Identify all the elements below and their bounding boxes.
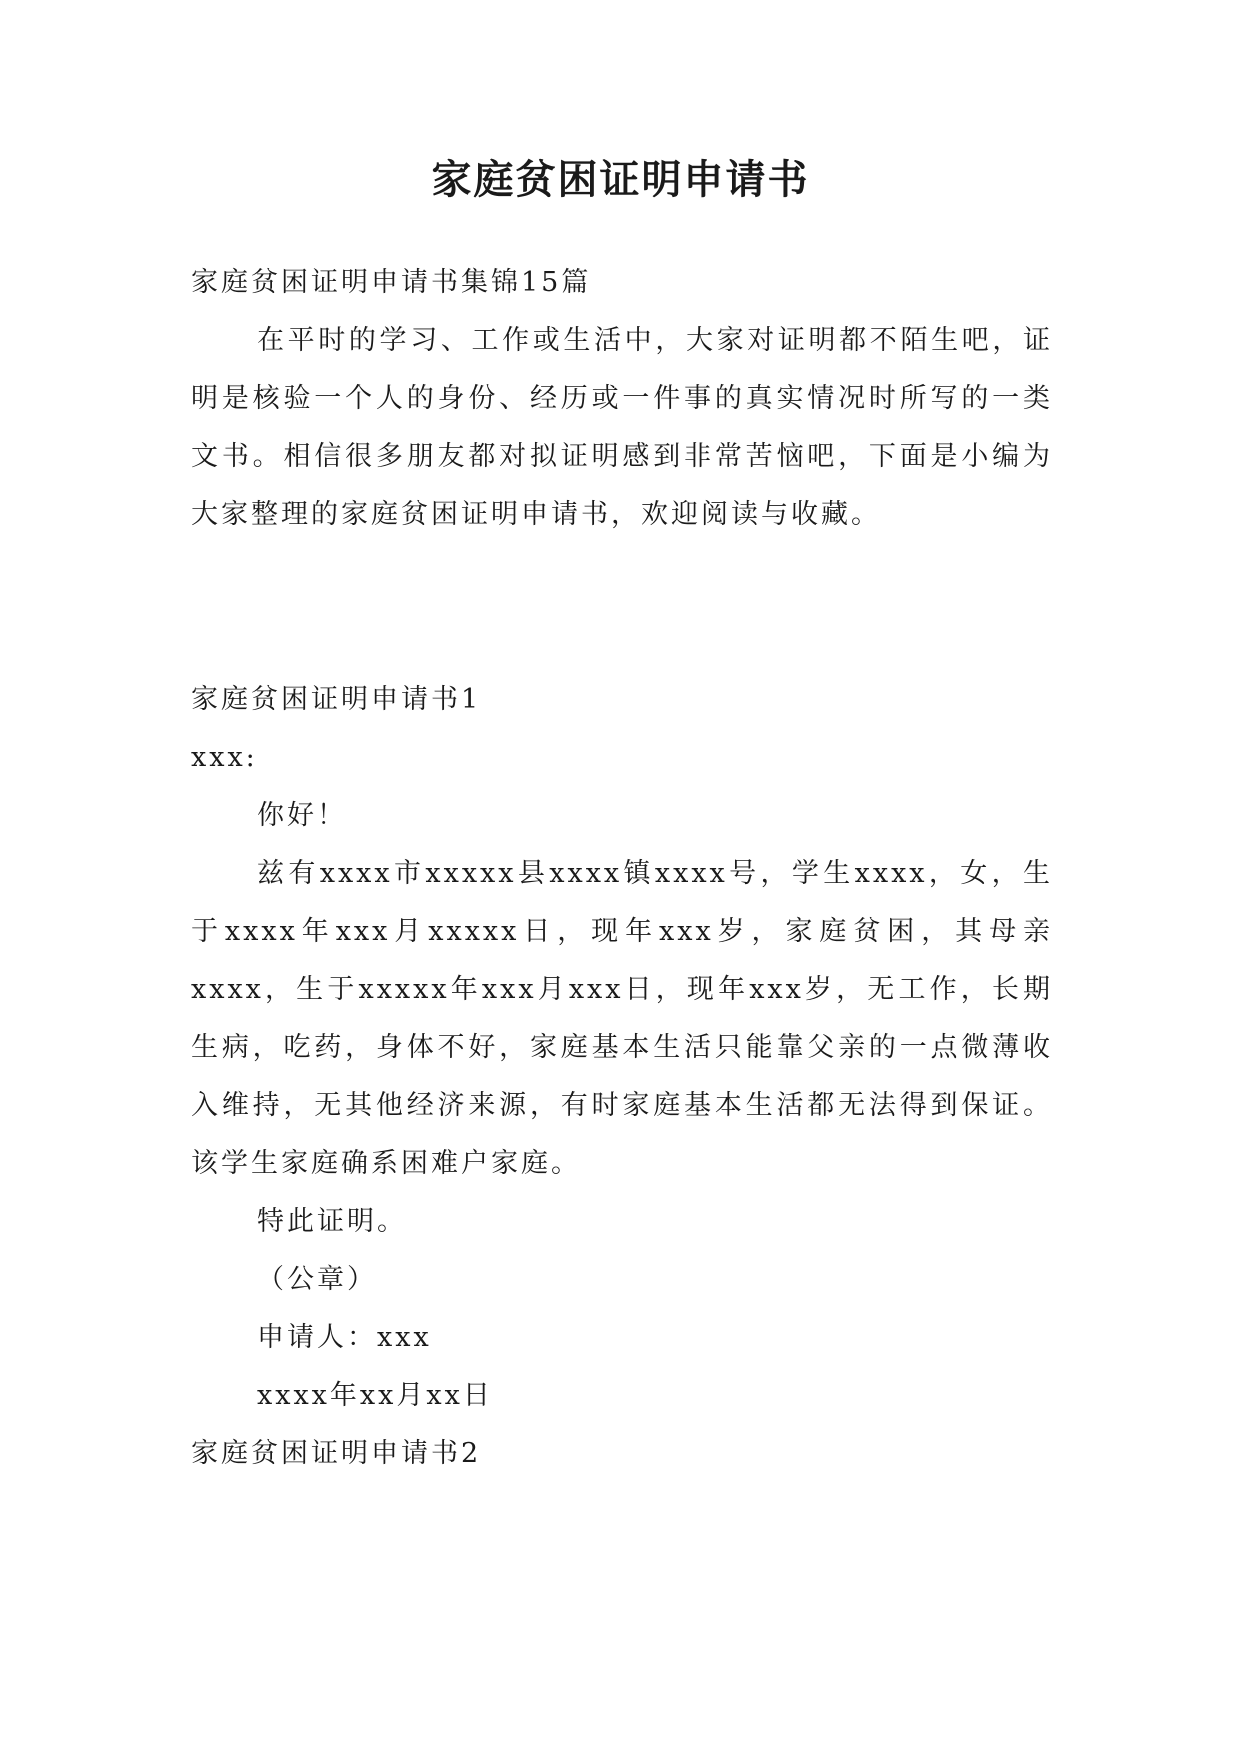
salutation: xxx: <box>191 742 258 773</box>
section-2-heading: 家庭贫困证明申请书2 <box>191 1438 482 1469</box>
section-1 <box>191 671 1053 1483</box>
document-title: 家庭贫困证明申请书 <box>431 157 810 203</box>
document-subtitle: 家庭贫困证明申请书集锦15篇 <box>191 267 592 298</box>
seal-label: （公章） <box>257 1264 377 1295</box>
intro-block <box>191 254 1053 544</box>
section-1-heading: 家庭贫困证明申请书1 <box>191 684 482 715</box>
intro-paragraph: 在平时的学习、工作或生活中，大家对证明都不陌生吧，证明是核验一个人的身份、经历或一件事的真实情况时所写的一类文书。相信很多朋友都对拟证明感到非常苦恼吧，下面是小编为大家整理的家庭贫困证明申请书，欢迎阅读与收藏。 <box>191 325 1053 530</box>
date-line: xxxx年xx月xx日 <box>257 1380 493 1411</box>
section-1-body: 兹有xxxx市xxxxx县xxxx镇xxxx号，学生xxxx，女，生于xxxx年xxx月xxxxx日，现年xxx岁，家庭贫困，其母亲xxxx，生于xxxxx年xxx月xxx日，现年xxx岁，无工作，长期生病，吃药，身体不好，家庭基本生活只能靠父亲的一点微薄收入维持，无其他经济来源，有时家庭基本生活都无法得到保证。该学生家庭确系困难户家庭。 <box>191 858 1053 1179</box>
applicant-line: 申请人：xxx <box>257 1322 432 1353</box>
closing-line: 特此证明。 <box>257 1206 407 1237</box>
greeting: 你好！ <box>257 800 347 831</box>
